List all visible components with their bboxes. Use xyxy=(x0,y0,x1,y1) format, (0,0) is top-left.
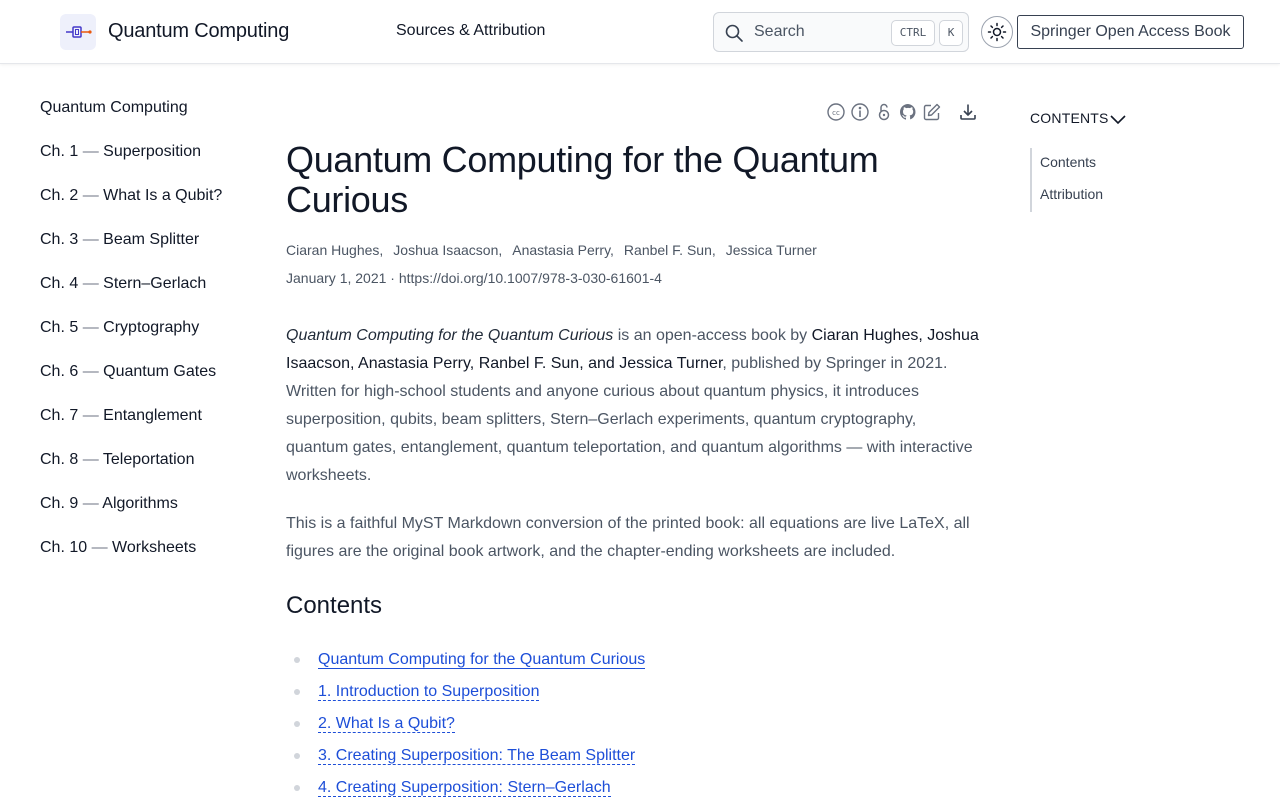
github-icon[interactable] xyxy=(898,102,918,122)
list-item xyxy=(286,744,980,776)
springer-book-button[interactable]: Springer Open Access Book xyxy=(1017,15,1244,49)
toc-list xyxy=(286,648,980,800)
sidebar-nav xyxy=(40,96,260,580)
sidebar-item-ch7[interactable] xyxy=(40,404,260,448)
conversion-note: This is a faithful MyST Markdown conversion of the printed book: all equations are live LaTeX, all figures are the original book artwork, and the chapter-ending worksheets are included. xyxy=(286,515,970,560)
shortcut-key-k: K xyxy=(939,20,963,46)
author: Anastasia Perry, xyxy=(512,242,614,258)
separator: — xyxy=(82,495,99,512)
chapter-label: Quantum Gates xyxy=(103,363,217,380)
author: Ranbel F. Sun, xyxy=(623,242,716,258)
publication-date: January 1, 2021 xyxy=(286,270,387,286)
intro-text: is an open-access book by xyxy=(613,327,812,344)
cc-license-icon[interactable] xyxy=(826,102,846,122)
site-title[interactable]: Quantum Computing xyxy=(108,20,290,42)
top-bar xyxy=(0,0,1280,64)
svg-text:cc: cc xyxy=(832,109,840,117)
author: Jessica Turner xyxy=(725,242,817,258)
chapter-label: Beam Splitter xyxy=(103,231,200,248)
shortcut-key-ctrl: CTRL xyxy=(891,20,935,46)
sidebar-item-ch8[interactable] xyxy=(40,448,260,492)
chapter-label: Entanglement xyxy=(103,407,202,424)
download-icon[interactable] xyxy=(958,102,978,122)
intro-text: , published by Springer in 2021. Written for high-school students and anyone curious about quantum physics, it introduces superposition, qubits, beam splitters, Stern–Gerlach experiments, quantum cryptography, quantum gates, entanglement, quantum teleportation, and quantum algorithms — with interactive worksheets. xyxy=(286,355,973,484)
chapter-label: Algorithms xyxy=(102,495,178,512)
chapter-label: Cryptography xyxy=(103,319,200,336)
chapter-number: Ch. 5 xyxy=(40,319,79,336)
intro-authors: Ciaran Hughes, Joshua Isaacson, Anastasia Perry, Ranbel F. Sun, and Jessica Turner xyxy=(286,327,979,372)
separator: — xyxy=(82,363,99,380)
edit-icon[interactable] xyxy=(922,102,942,122)
chapter-label: Stern–Gerlach xyxy=(103,275,207,292)
chapter-label: What Is a Qubit? xyxy=(103,187,223,204)
chapter-number: Ch. 1 xyxy=(40,143,79,160)
outline-item-contents[interactable]: Contents xyxy=(1040,154,1097,170)
search-icon xyxy=(724,23,744,48)
author-list xyxy=(286,242,980,258)
list-item xyxy=(286,776,980,800)
separator: — xyxy=(82,407,99,424)
separator: — xyxy=(82,319,99,336)
book-title-emphasis: Quantum Computing for the Quantum Curious xyxy=(286,327,614,344)
meta-separator: · xyxy=(390,270,395,286)
toc-link[interactable]: 2. What Is a Qubit? xyxy=(318,715,455,732)
chapter-number: Ch. 7 xyxy=(40,407,79,424)
separator: — xyxy=(82,451,99,468)
sidebar-item-ch5[interactable] xyxy=(40,316,260,360)
publication-meta xyxy=(286,270,980,286)
doi-link[interactable]: https://doi.org/10.1007/978-3-030-61601-4 xyxy=(398,270,662,286)
outline-nav xyxy=(1030,148,1230,212)
intro-paragraph xyxy=(286,322,980,490)
toc-link[interactable]: 3. Creating Superposition: The Beam Splitter xyxy=(318,747,636,764)
chapter-label: Teleportation xyxy=(102,451,195,468)
sidebar-item-home[interactable]: Quantum Computing xyxy=(40,99,188,116)
list-item xyxy=(286,648,980,680)
separator: — xyxy=(91,539,108,556)
theme-toggle-button[interactable] xyxy=(981,16,1013,48)
contents-heading: Contents xyxy=(286,592,383,619)
sidebar-item-ch10[interactable] xyxy=(40,536,260,580)
open-access-icon[interactable] xyxy=(850,102,870,122)
chapter-number: Ch. 6 xyxy=(40,363,79,380)
chapter-number: Ch. 2 xyxy=(40,187,79,204)
chapter-number: Ch. 8 xyxy=(40,451,79,468)
separator: — xyxy=(82,187,99,204)
page-title: Quantum Computing for the Quantum Curious xyxy=(286,139,879,220)
toc-link[interactable]: 1. Introduction to Superposition xyxy=(318,683,540,700)
sidebar-item-ch1[interactable] xyxy=(40,140,260,184)
list-item xyxy=(286,680,980,712)
author: Joshua Isaacson, xyxy=(393,242,503,258)
sidebar-item-ch9[interactable] xyxy=(40,492,260,536)
toc-link[interactable]: Quantum Computing for the Quantum Curious xyxy=(318,651,646,668)
chapter-label: Superposition xyxy=(103,143,201,160)
chevron-down-icon[interactable] xyxy=(1108,110,1128,135)
chapter-number: Ch. 9 xyxy=(40,495,79,512)
sidebar-item-ch3[interactable] xyxy=(40,228,260,272)
list-item xyxy=(286,712,980,744)
nav-link-sources[interactable]: Sources & Attribution xyxy=(396,22,546,39)
separator: — xyxy=(82,231,99,248)
open-lock-icon[interactable] xyxy=(874,102,894,122)
sidebar-item-ch4[interactable] xyxy=(40,272,260,316)
search-placeholder: Search xyxy=(754,23,805,40)
author: Ciaran Hughes, xyxy=(286,242,384,258)
toc-link[interactable]: 4. Creating Superposition: Stern–Gerlach xyxy=(318,779,611,796)
outline-item-attribution[interactable]: Attribution xyxy=(1040,186,1104,202)
separator: — xyxy=(82,143,99,160)
chapter-number: Ch. 3 xyxy=(40,231,79,248)
chapter-number: Ch. 10 xyxy=(40,539,88,556)
separator: — xyxy=(82,275,99,292)
sidebar-item-ch2[interactable] xyxy=(40,184,260,228)
logo-icon[interactable] xyxy=(60,14,96,50)
search-input[interactable] xyxy=(713,12,969,52)
article-content xyxy=(286,140,980,800)
chapter-number: Ch. 4 xyxy=(40,275,79,292)
sidebar-item-ch6[interactable] xyxy=(40,360,260,404)
outline-heading[interactable]: CONTENTS xyxy=(1030,110,1109,126)
chapter-label: Worksheets xyxy=(112,539,197,556)
